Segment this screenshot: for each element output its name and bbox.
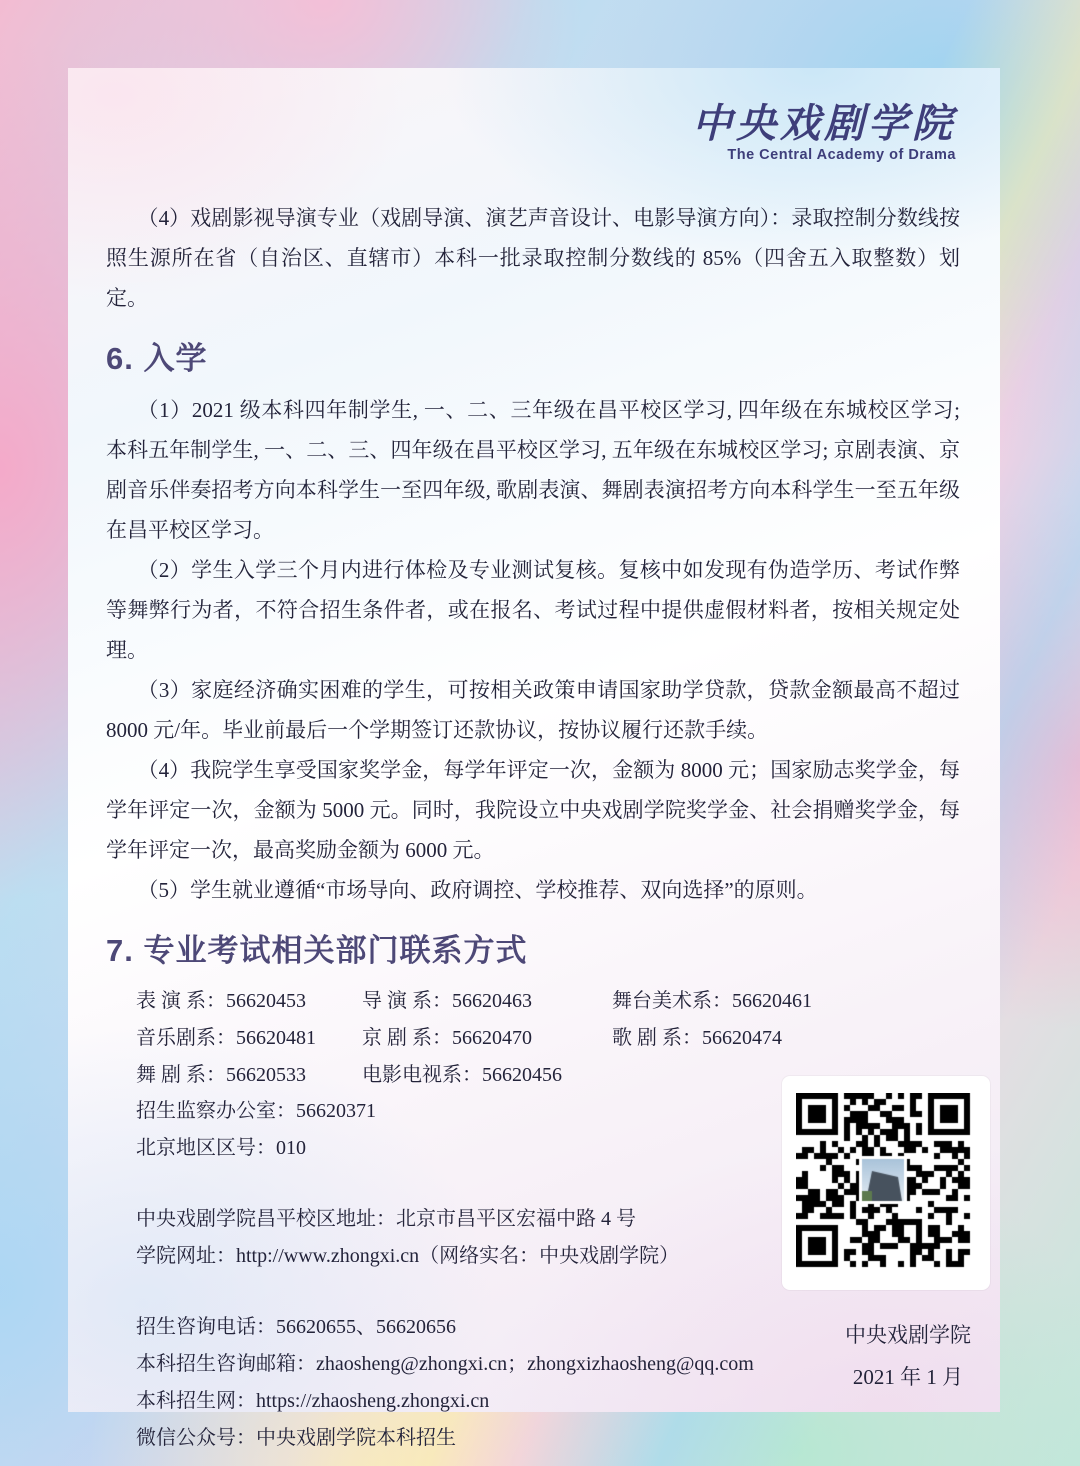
consult-phone-line: 招生咨询电话：56620655、56620656 bbox=[136, 1316, 456, 1338]
wechat-account-line: 微信公众号：中央戏剧学院本科招生 bbox=[136, 1427, 456, 1449]
signature-block bbox=[798, 1314, 1018, 1398]
admissions-website-line: 本科招生网：https://zhaosheng.zhongxi.cn bbox=[136, 1390, 490, 1412]
qr-code-image bbox=[796, 1093, 976, 1273]
paragraph-admission-line-rule: （4）戏剧影视导演专业（戏剧导演、演艺声音设计、电影导演方向）：录取控制分数线按照生源所在省（自治区、直辖市）本科一批录取控制分数线的 85%（四舍五入取整数）划定。 bbox=[106, 206, 960, 310]
section-6-paragraph-5: （5）学生就业遵循“市场导向、政府调控、学校推荐、双向选择”的原则。 bbox=[137, 878, 818, 902]
section-6-paragraph-3: （3）家庭经济确实困难的学生，可按相关政策申请国家助学贷款，贷款金额最高不超过 8000 元/年。毕业前最后一个学期签订还款协议，按协议履行还款手续。 bbox=[106, 678, 960, 742]
contact-dance-drama-dept: 舞 剧 系：56620533 bbox=[136, 1063, 306, 1086]
contact-film-tv-dept: 电影电视系：56620456 bbox=[362, 1063, 562, 1086]
section-7-heading: 7. 专业考试相关部门联系方式 bbox=[106, 933, 528, 968]
signature-org: 中央戏剧学院 bbox=[845, 1323, 971, 1347]
beijing-area-code-line: 北京地区区号：010 bbox=[136, 1137, 306, 1159]
section-6-heading: 6. 入学 bbox=[106, 341, 208, 376]
contact-directing-dept: 导 演 系：56620463 bbox=[362, 989, 532, 1012]
contact-musical-theatre-dept: 音乐剧系：56620481 bbox=[136, 1026, 316, 1049]
signature-date: 2021 年 1 月 bbox=[852, 1365, 964, 1389]
section-6-paragraph-1: （1）2021 级本科四年制学生, 一、二、三年级在昌平校区学习, 四年级在东城校区学习; 本科五年制学生, 一、二、三、四年级在昌平校区学习, 五年级在东城校区学习; 京剧表演、京剧音乐伴奏招考方向本科学生一至四年级, 歌剧表演、舞剧表演招考方向本科学生一至五年级在昌平校区学习。 bbox=[106, 398, 960, 542]
section-6-paragraph-4: （4）我院学生享受国家奖学金，每学年评定一次，金额为 8000 元；国家励志奖学金，每学年评定一次，金额为 5000 元。同时，我院设立中央戏剧学院奖学金、社会捐赠奖学金，每学年评定一次，最高奖励金额为 6000 元。 bbox=[106, 758, 960, 862]
supervision-office-line: 招生监察办公室：56620371 bbox=[136, 1100, 376, 1122]
school-logo-subtitle: The Central Academy of Drama bbox=[727, 147, 956, 163]
contact-stage-design-dept: 舞台美术系：56620461 bbox=[612, 989, 812, 1012]
school-logo-calligraphy: 中央戏剧学院 bbox=[692, 100, 956, 147]
campus-address-line: 中央戏剧学院昌平校区地址：北京市昌平区宏福中路 4 号 bbox=[136, 1208, 636, 1230]
school-website-line: 学院网址：http://www.zhongxi.cn（网络实名：中央戏剧学院） bbox=[136, 1245, 680, 1267]
contact-performance-dept: 表 演 系：56620453 bbox=[136, 989, 306, 1012]
consult-email-line: 本科招生咨询邮箱：zhaosheng@zhongxi.cn；zhongxizhaosheng@qq.com bbox=[136, 1353, 754, 1375]
school-logo bbox=[106, 102, 960, 164]
wechat-qr-code bbox=[782, 1076, 990, 1290]
section-6-paragraph-2: （2）学生入学三个月内进行体检及专业测试复核。复核中如发现有伪造学历、考试作弊等舞弊行为者，不符合招生条件者，或在报名、考试过程中提供虚假材料者，按相关规定处理。 bbox=[106, 558, 960, 662]
document-page bbox=[68, 68, 1000, 1449]
contact-peking-opera-dept: 京 剧 系：56620470 bbox=[362, 1026, 532, 1049]
contact-opera-dept: 歌 剧 系：56620474 bbox=[612, 1026, 782, 1049]
